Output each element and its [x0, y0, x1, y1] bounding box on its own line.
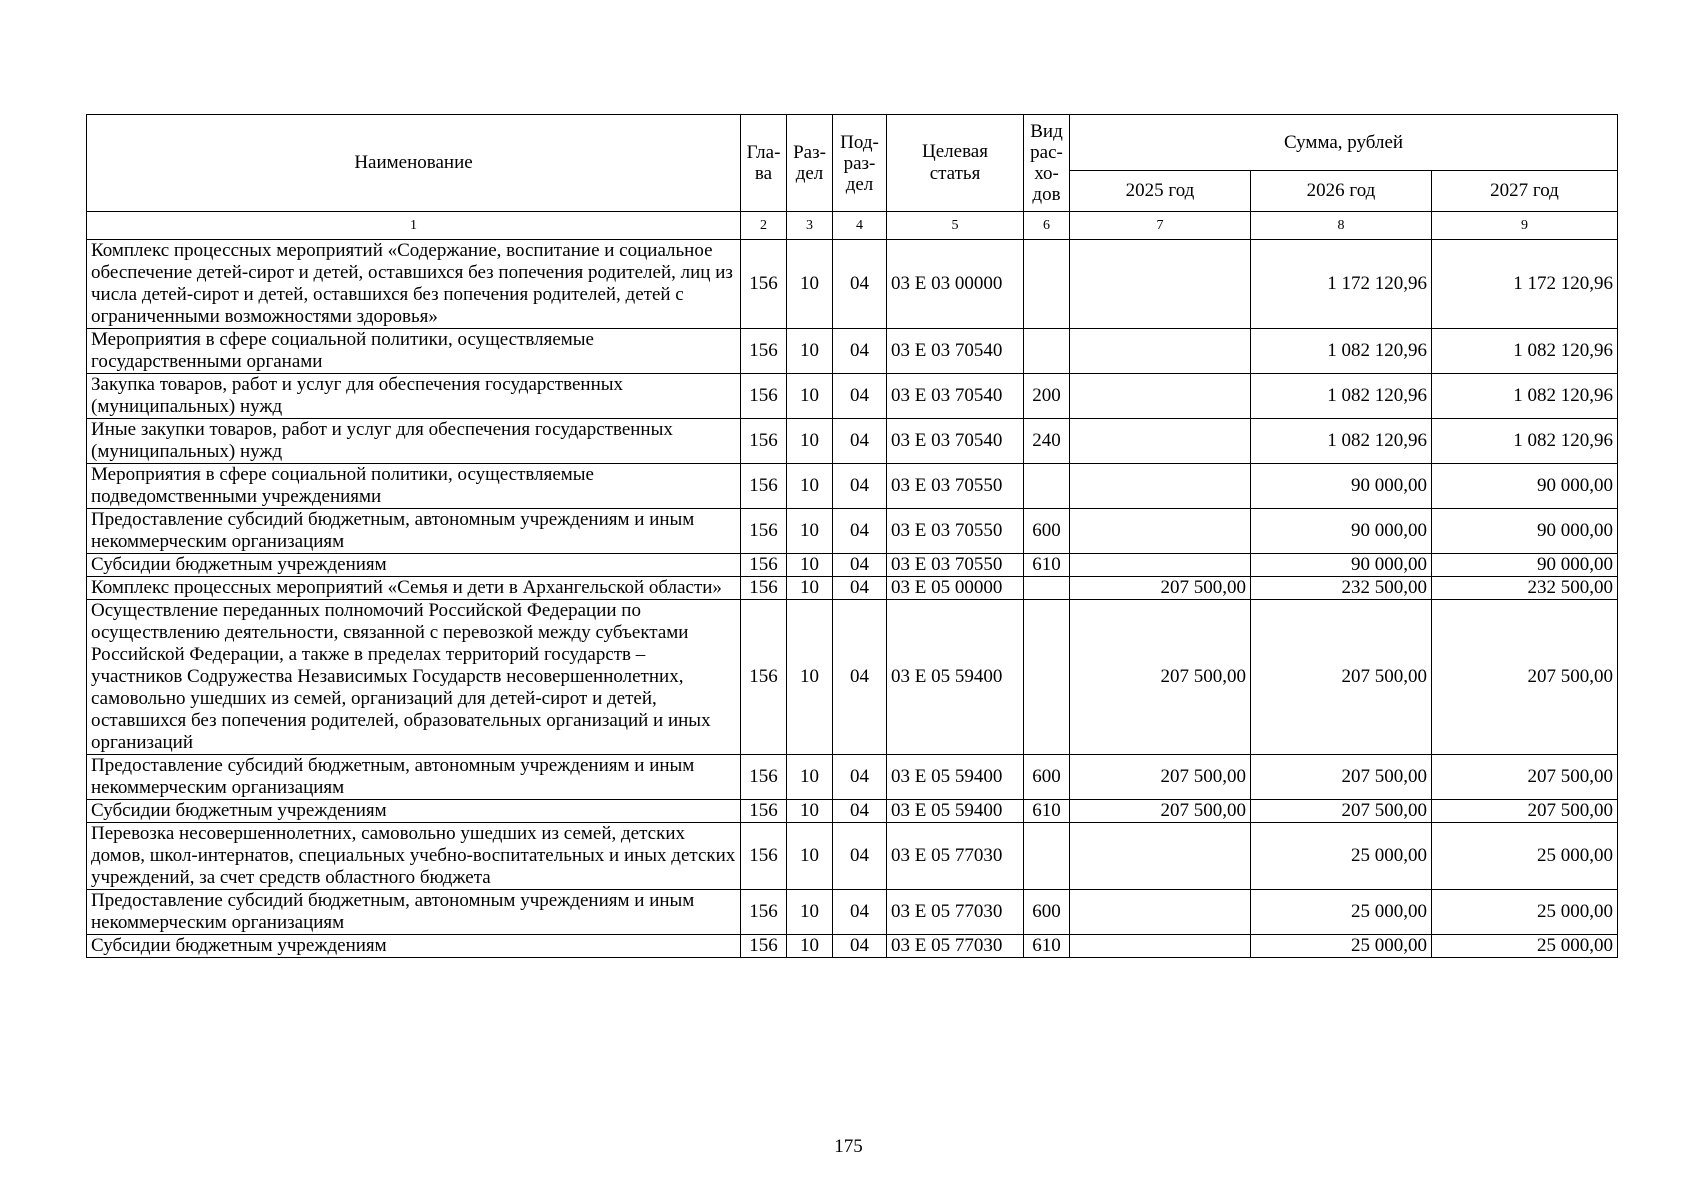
row-glava: 156 — [741, 509, 787, 554]
row-glava: 156 — [741, 577, 787, 600]
row-podrazdel: 04 — [833, 509, 887, 554]
column-number: 5 — [887, 212, 1024, 240]
row-glava: 156 — [741, 600, 787, 755]
row-expense-type — [1024, 600, 1070, 755]
header-podrazdel: Под- раз- дел — [833, 115, 887, 212]
row-glava: 156 — [741, 240, 787, 329]
row-sum-2026: 25 000,00 — [1251, 823, 1432, 890]
row-glava: 156 — [741, 823, 787, 890]
row-glava: 156 — [741, 755, 787, 800]
row-sum-2027: 207 500,00 — [1432, 755, 1618, 800]
row-expense-type — [1024, 329, 1070, 374]
row-name: Иные закупки товаров, работ и услуг для обеспечения государственных (муниципальных) нужд — [87, 419, 741, 464]
row-sum-2026: 207 500,00 — [1251, 755, 1432, 800]
row-target-article: 03 Е 03 70540 — [887, 374, 1024, 419]
row-expense-type: 610 — [1024, 935, 1070, 958]
row-podrazdel: 04 — [833, 935, 887, 958]
row-razdel: 10 — [787, 329, 833, 374]
row-sum-2025 — [1070, 374, 1251, 419]
row-expense-type — [1024, 464, 1070, 509]
row-target-article: 03 Е 05 77030 — [887, 935, 1024, 958]
header-glava: Гла- ва — [741, 115, 787, 212]
row-razdel: 10 — [787, 935, 833, 958]
table-row — [87, 509, 1618, 554]
row-sum-2026: 90 000,00 — [1251, 464, 1432, 509]
row-razdel: 10 — [787, 600, 833, 755]
row-sum-2027: 25 000,00 — [1432, 823, 1618, 890]
row-podrazdel: 04 — [833, 419, 887, 464]
table-row — [87, 464, 1618, 509]
row-target-article: 03 Е 03 00000 — [887, 240, 1024, 329]
row-name: Предоставление субсидий бюджетным, автономным учреждениям и иным некоммерческим организациям — [87, 755, 741, 800]
row-sum-2026: 1 082 120,96 — [1251, 419, 1432, 464]
row-name: Мероприятия в сфере социальной политики, осуществляемые подведомственными учреждениями — [87, 464, 741, 509]
row-sum-2026: 25 000,00 — [1251, 890, 1432, 935]
row-name: Закупка товаров, работ и услуг для обеспечения государственных (муниципальных) нужд — [87, 374, 741, 419]
row-glava: 156 — [741, 374, 787, 419]
row-expense-type: 600 — [1024, 509, 1070, 554]
row-sum-2025 — [1070, 464, 1251, 509]
table-row — [87, 935, 1618, 958]
row-expense-type — [1024, 823, 1070, 890]
row-razdel: 10 — [787, 823, 833, 890]
table-row — [87, 755, 1618, 800]
table-row — [87, 554, 1618, 577]
row-podrazdel: 04 — [833, 374, 887, 419]
table-row — [87, 600, 1618, 755]
column-number: 7 — [1070, 212, 1251, 240]
row-razdel: 10 — [787, 509, 833, 554]
row-sum-2026: 90 000,00 — [1251, 509, 1432, 554]
column-number: 1 — [87, 212, 741, 240]
row-sum-2027: 1 082 120,96 — [1432, 329, 1618, 374]
row-sum-2025 — [1070, 419, 1251, 464]
row-razdel: 10 — [787, 890, 833, 935]
row-expense-type: 600 — [1024, 755, 1070, 800]
row-sum-2027: 25 000,00 — [1432, 935, 1618, 958]
row-target-article: 03 Е 03 70540 — [887, 419, 1024, 464]
column-number: 4 — [833, 212, 887, 240]
header-razdel: Раз- дел — [787, 115, 833, 212]
row-sum-2025 — [1070, 240, 1251, 329]
row-podrazdel: 04 — [833, 554, 887, 577]
row-sum-2027: 207 500,00 — [1432, 600, 1618, 755]
row-expense-type: 200 — [1024, 374, 1070, 419]
row-sum-2026: 207 500,00 — [1251, 600, 1432, 755]
row-podrazdel: 04 — [833, 464, 887, 509]
row-target-article: 03 Е 05 59400 — [887, 600, 1024, 755]
table-row — [87, 240, 1618, 329]
row-sum-2027: 232 500,00 — [1432, 577, 1618, 600]
row-sum-2025: 207 500,00 — [1070, 800, 1251, 823]
header-year-2025: 2025 год — [1070, 171, 1251, 212]
row-glava: 156 — [741, 800, 787, 823]
row-name: Предоставление субсидий бюджетным, автономным учреждениям и иным некоммерческим организациям — [87, 509, 741, 554]
row-target-article: 03 Е 03 70540 — [887, 329, 1024, 374]
row-sum-2025 — [1070, 890, 1251, 935]
row-sum-2026: 1 082 120,96 — [1251, 329, 1432, 374]
row-razdel: 10 — [787, 554, 833, 577]
column-number: 6 — [1024, 212, 1070, 240]
table-row — [87, 419, 1618, 464]
row-name: Перевозка несовершеннолетних, самовольно ушедших из семей, детских домов, школ-интернатов, специальных учебно-воспитательных и иных детских учреждений, за счет средств областного бюджета — [87, 823, 741, 890]
row-name: Комплекс процессных мероприятий «Содержание, воспитание и социальное обеспечение детей-сирот и детей, оставшихся без попечения родителей, лиц из числа детей-сирот и детей, оставшихся без попечения родителей, детей с ограниченными возможностями здоровья» — [87, 240, 741, 329]
row-razdel: 10 — [787, 800, 833, 823]
row-glava: 156 — [741, 935, 787, 958]
header-name: Наименование — [87, 115, 741, 212]
row-podrazdel: 04 — [833, 800, 887, 823]
row-podrazdel: 04 — [833, 240, 887, 329]
row-name: Мероприятия в сфере социальной политики, осуществляемые государственными органами — [87, 329, 741, 374]
row-sum-2027: 1 172 120,96 — [1432, 240, 1618, 329]
row-razdel: 10 — [787, 374, 833, 419]
table-row — [87, 374, 1618, 419]
row-expense-type: 600 — [1024, 890, 1070, 935]
row-expense-type — [1024, 577, 1070, 600]
row-sum-2025 — [1070, 329, 1251, 374]
row-expense-type: 610 — [1024, 554, 1070, 577]
row-razdel: 10 — [787, 240, 833, 329]
column-number: 9 — [1432, 212, 1618, 240]
header-target: Целевая статья — [887, 115, 1024, 212]
page-number: 175 — [834, 1136, 863, 1157]
row-name: Осуществление переданных полномочий Российской Федерации по осуществлению деятельности, связанной с перевозкой между субъектами Российской Федерации, а также в пределах территорий государств – участников Содружества Независимых Государств несовершеннолетних, самовольно ушедших из семей, организаций для детей-сирот и детей, оставшихся без попечения родителей, образовательных организаций и иных организаций — [87, 600, 741, 755]
row-target-article: 03 Е 05 00000 — [887, 577, 1024, 600]
row-podrazdel: 04 — [833, 755, 887, 800]
row-name: Субсидии бюджетным учреждениям — [87, 935, 741, 958]
header-vid: Вид рас- хо- дов — [1024, 115, 1070, 212]
row-razdel: 10 — [787, 464, 833, 509]
column-numbers-row — [87, 212, 1618, 240]
row-target-article: 03 Е 03 70550 — [887, 509, 1024, 554]
row-sum-2026: 25 000,00 — [1251, 935, 1432, 958]
row-expense-type: 610 — [1024, 800, 1070, 823]
row-sum-2027: 1 082 120,96 — [1432, 419, 1618, 464]
row-glava: 156 — [741, 890, 787, 935]
table-row — [87, 823, 1618, 890]
row-sum-2025 — [1070, 823, 1251, 890]
row-name: Субсидии бюджетным учреждениям — [87, 554, 741, 577]
row-expense-type — [1024, 240, 1070, 329]
row-podrazdel: 04 — [833, 329, 887, 374]
header-year-2026: 2026 год — [1251, 171, 1432, 212]
row-razdel: 10 — [787, 419, 833, 464]
column-number: 8 — [1251, 212, 1432, 240]
row-sum-2027: 207 500,00 — [1432, 800, 1618, 823]
table-body — [87, 212, 1618, 958]
row-sum-2026: 1 082 120,96 — [1251, 374, 1432, 419]
row-sum-2025: 207 500,00 — [1070, 600, 1251, 755]
row-razdel: 10 — [787, 577, 833, 600]
table-row — [87, 577, 1618, 600]
row-glava: 156 — [741, 329, 787, 374]
row-sum-2025 — [1070, 554, 1251, 577]
row-target-article: 03 Е 05 59400 — [887, 800, 1024, 823]
table-row — [87, 800, 1618, 823]
budget-table — [86, 114, 1618, 958]
row-podrazdel: 04 — [833, 577, 887, 600]
row-target-article: 03 Е 03 70550 — [887, 554, 1024, 577]
row-target-article: 03 Е 05 77030 — [887, 823, 1024, 890]
table-row — [87, 329, 1618, 374]
row-sum-2027: 90 000,00 — [1432, 509, 1618, 554]
row-podrazdel: 04 — [833, 600, 887, 755]
row-sum-2027: 1 082 120,96 — [1432, 374, 1618, 419]
row-glava: 156 — [741, 554, 787, 577]
row-target-article: 03 Е 03 70550 — [887, 464, 1024, 509]
row-razdel: 10 — [787, 755, 833, 800]
column-number: 2 — [741, 212, 787, 240]
row-expense-type: 240 — [1024, 419, 1070, 464]
row-name: Комплекс процессных мероприятий «Семья и дети в Архангельской области» — [87, 577, 741, 600]
table-row — [87, 890, 1618, 935]
row-sum-2026: 207 500,00 — [1251, 800, 1432, 823]
header-sum: Сумма, рублей — [1070, 115, 1618, 171]
row-sum-2026: 1 172 120,96 — [1251, 240, 1432, 329]
row-podrazdel: 04 — [833, 823, 887, 890]
row-sum-2027: 90 000,00 — [1432, 464, 1618, 509]
row-sum-2025: 207 500,00 — [1070, 755, 1251, 800]
row-sum-2026: 90 000,00 — [1251, 554, 1432, 577]
row-sum-2025: 207 500,00 — [1070, 577, 1251, 600]
row-glava: 156 — [741, 464, 787, 509]
header-year-2027: 2027 год — [1432, 171, 1618, 212]
row-name: Субсидии бюджетным учреждениям — [87, 800, 741, 823]
row-glava: 156 — [741, 419, 787, 464]
row-sum-2027: 90 000,00 — [1432, 554, 1618, 577]
row-podrazdel: 04 — [833, 890, 887, 935]
column-number: 3 — [787, 212, 833, 240]
row-name: Предоставление субсидий бюджетным, автономным учреждениям и иным некоммерческим организациям — [87, 890, 741, 935]
row-target-article: 03 Е 05 59400 — [887, 755, 1024, 800]
row-target-article: 03 Е 05 77030 — [887, 890, 1024, 935]
row-sum-2026: 232 500,00 — [1251, 577, 1432, 600]
row-sum-2027: 25 000,00 — [1432, 890, 1618, 935]
row-sum-2025 — [1070, 509, 1251, 554]
row-sum-2025 — [1070, 935, 1251, 958]
